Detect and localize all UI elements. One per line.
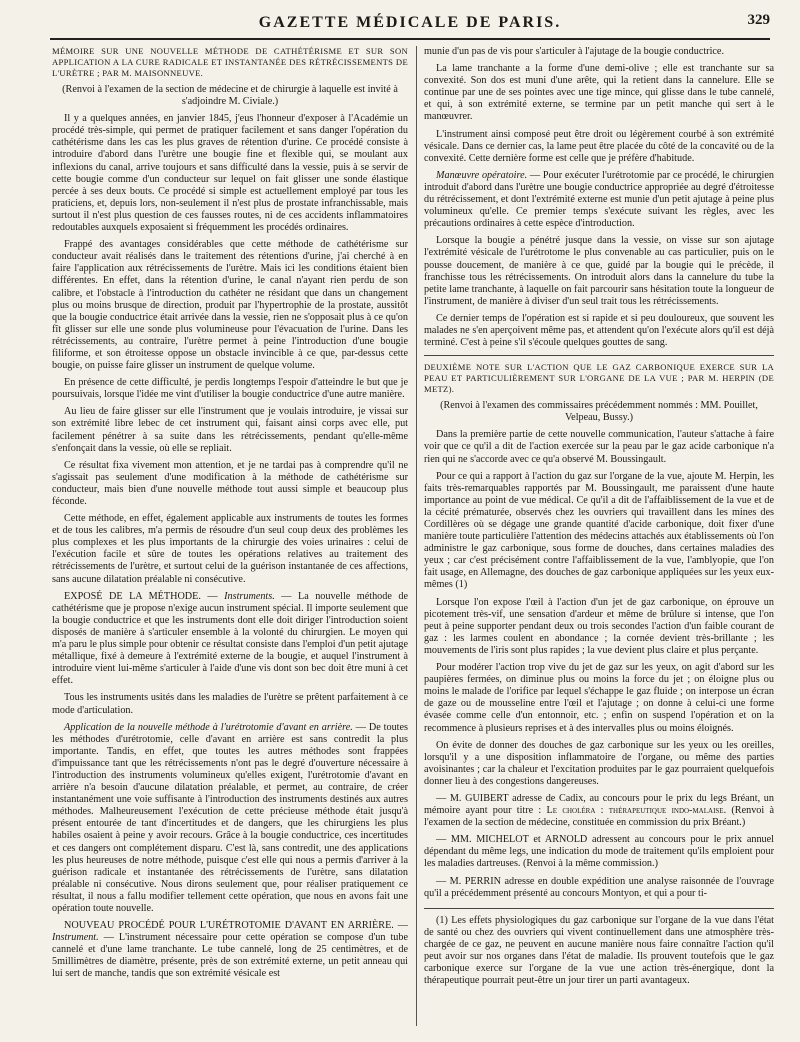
paragraph: La lame tranchante a la forme d'une demi-olive ; elle est tranchante sur sa convexité. Son dos est muni d'une arête, qui la retient dans la cannelure. Elle se continue par une de ses pointes avec une tige mince, qui glisse dans le tube cannelé, et qui, à son extrémité externe, se termine par un petit manche qui sert à le manœuvrer. xyxy=(424,63,774,123)
section-subtitle: Instrument. xyxy=(52,932,99,944)
paragraph: Lorsque l'on expose l'œil à l'action d'un jet de gaz carbonique, on éprouve un picotement très-vif, une sensation d'ardeur et même de brûlure si intense, que l'on peut à peine supporter pendant deux ou trois secondes l'action d'un faible courant de gaz : les larmes coulent en abondance ; la cornée devient très-brillante ; les mouvements de l'iris sont plus rapides ; la vue devient plus claire et plus perçante. xyxy=(424,596,774,656)
article-title-herpin: DEUXIÈME NOTE SUR L'ACTION QUE LE GAZ CARBONIQUE EXERCE SUR LA PEAU ET PARTICULIÈREMENT SUR L'ORGANE DE LA VUE ; PAR M. HERPIN (DE METZ). xyxy=(424,362,774,395)
section-lead: NOUVEAU PROCÉDÉ POUR L'URÉTROTOMIE D'AVANT EN ARRIÈRE. — xyxy=(64,920,408,932)
paragraph-text: (Renvoi à l'examen de la section de médecine, constituée en commission du prix Bréant.) xyxy=(424,805,774,829)
section-separator xyxy=(424,355,774,356)
memoir-title: Le choléra : thérapeutique indo-malaise. xyxy=(546,805,727,817)
paragraph-text: — M. GUIBERT adresse de Cadix, au concours pour le prix du legs Bréant, un mémoire ayant pour titre : xyxy=(424,792,774,817)
paragraph-text: — De toutes les méthodes d'urétrotomie, celle d'avant en arrière est sans contredit la plus importante. Tandis, en effet, que toutes les autres méthodes sont frappées d'impuissance tant que les rétrécissements n'ont pas le degré d'ouverture nécessaire à l'introduction des instruments volumineux qu'elles exigent, l'urétrotomie d'avant en arrière n'a besoin d'aucune dilatation préalable, et permet, au contraire, de créer instantanément une voie suffisante à l'introduction des instruments destinés aux autres méthodes. Malheureusement l'exécution de cette précieuse méthode était jusqu'à présent entourée de tant d'incertitudes et de dangers, que les chirurgiens les plus habiles osaient à peine y avoir recours. Grâce à la bougie conductrice, ces incertitudes et ces dangers ont complétement disparu. C'est là, sans contredit, une des applications les plus heureuses de notre méthode, puisque c'est elle qui nous a permis d'arriver à la guérison radicale et instantanée des rétrécissements de l'urètre, sans dilatation préalable ni consécutive. Nous dirons seulement que, pour réaliser pratiquement ce résultat, il nous a fallu modifier tellement cette opération, que nous en avons fait une opération toute nouvelle. xyxy=(52,721,408,914)
referral-note: (Renvoi à l'examen de la section de médecine et de chirurgie à laquelle est invité à s'adjoindre M. Civiale.) xyxy=(62,84,398,108)
section-subtitle: Manœuvre opératoire. xyxy=(436,169,528,181)
section-subtitle: Application de la nouvelle méthode à l'urétrotomie d'avant en arrière. xyxy=(64,721,353,733)
paragraph: Cette méthode, en effet, également applicable aux instruments de toutes les formes et de tous les calibres, m'a permis de résoudre d'un seul coup deux des problèmes les plus complexes et les plus importants de la chirurgie des voies urinaires : celui de l'exécution facile et sûre de toutes les opérations relatives au traitement des rétrécissements de l'urètre, et surtout celui de la guérison instantanée de ces affections, sans aucune dilatation préalable ni consécutive. xyxy=(52,513,408,585)
page-number: 329 xyxy=(747,12,770,28)
paragraph: Au lieu de faire glisser sur elle l'instrument que je voulais introduire, je vissai sur son extrémité libre lebec de cet instrument qui, faisant ainsi corps avec elle, put facilement pénétrer à sa suite dans les rétrécissements, pendant qu'elle-même s'enfonçait dans la vessie, où elle se repliait. xyxy=(52,406,408,454)
paragraph: L'instrument ainsi composé peut être droit ou légèrement courbé à son extrémité vésicale. Dans ce dernier cas, la lame peut être placée du côté de la concavité ou de la convexité. Cette dernière forme est celle que je préfère d'habitude. xyxy=(424,128,774,164)
paragraph: Tous les instruments usités dans les maladies de l'urètre se prêtent parfaitement à ce mode d'articulation. xyxy=(52,692,408,716)
journal-title: GAZETTE MÉDICALE DE PARIS. xyxy=(258,14,562,31)
column-divider xyxy=(416,46,417,1026)
paragraph xyxy=(52,920,408,980)
paragraph: Lorsque la bougie a pénétré jusque dans la vessie, on visse sur son ajutage l'extrémité vésicale de l'urétrotome le plus convenable au cas particulier, puis on le pousse doucement, de manière à ce que, guidé par la bougie qui le précède, il franchisse tous les rétrécissements. On introduit alors dans la cannelure du tube la petite lame tranchante, à laquelle on fait parcourir sans hésitation toute la longueur de l'instrument, de manière à diviser d'un seul trait tous les rétrécissements. xyxy=(424,235,774,307)
paragraph: Pour modérer l'action trop vive du jet de gaz sur les yeux, on agit d'abord sur les paupières fermées, on diminue plus ou moins la force du jet ; on éloigne plus ou moins le malade de l'orifice par lequel s'échappe le gaz fluide ; on interpose un écran de gaze ou de mousseline entre l'œil et l'ajutage ; on donne à celui-ci une forme évasée comme celle d'un entonnoir, etc. ; enfin on suspend l'opération et on la recommence à plusieurs reprises et à des intervalles plus ou moins éloignés. xyxy=(424,662,774,734)
paragraph: Pour ce qui a rapport à l'action du gaz sur l'organe de la vue, ajoute M. Herpin, les faits très-remarquables rapportés par M. Boussingault, me paraissent d'une haute importance au point de vue médical. Ce qu'il a dit de l'affaiblissement de la vue et de la cécité prématurée, observés chez les ouvriers qui travaillent dans les mines des Cordillères où se dégage une grande quantité d'acide carbonique, doit fixer d'une manière toute particulière l'attention des médecins attachés aux établissements où l'on administre le gaz carbonique, sous forme de douches, dans certaines maladies des yeux ; car c'est précisément contre l'affaiblissement de la vue, l'amblyopie, que l'on fait usage, en Allemagne, des douches de gaz carbonique appliquées sur les yeux eux-mêmes (1) xyxy=(424,470,774,591)
paragraph-text: — La nouvelle méthode de cathétérisme que je propose n'exige aucun instrument spécial. Il importe seulement que la bougie conductrice et que les instruments dont elle doit diriger l'introduction soient disposés de manière à s'articuler ensemble à la volonté du chirurgien. Le moyen qui m'a paru le plus simple pour obtenir ce résultat consiste dans l'emploi d'un petit ajutage métallique, fixé à demeure à l'extrémité externe de la bougie, et auquel l'instrument à introduire vient lui-même s'articuler à l'aide d'une vis dont son bec doit être muni à cet effet. xyxy=(52,590,408,687)
page-header xyxy=(50,10,770,40)
paragraph xyxy=(424,170,774,230)
paragraph-text: — L'instrument nécessaire pour cette opération se compose d'un tube cannelé et d'une lame tranchante. Le tube cannelé, long de 25 centimètres, et de 5millimètres de diamètre, présente, près de son extrémité externe, un petit anneau qui lui sert de manche, tandis que son extrémité vésicale est xyxy=(52,932,408,980)
paragraph: Frappé des avantages considérables que cette méthode de cathétérisme sur conducteur avait réalisés dans le traitement des rétentions d'urine, j'ai cherché à en faire l'application aux rétrécissements de l'urètre. Mais ici les conditions étaient bien différentes. En effet, dans la rétention d'urine, le canal n'ayant rien perdu de son calibre, et l'obstacle à l'introduction du cathéter ne résidant que dans un changement plus ou moins brusque de direction, produit par l'hypertrophie de la prostate, aussitôt que la bougie conductrice était arrivée dans la vessie, rien ne s'opposait plus à ce qu'on fît glisser sur elle une sonde plus volumineuse pour l'évacuation de l'urine. Dans les rétrécissements, au contraire, l'urètre permet à peine l'introduction d'une bougie filiforme, et son étroitesse oppose un obstacle invincible à ce que, par-dessus cette bougie, on puisse faire glisser un instrument de quelque volume. xyxy=(52,239,408,372)
paragraph: On évite de donner des douches de gaz carbonique sur les yeux ou les oreilles, lorsqu'il y a une disposition inflammatoire de l'organe, ou même des parties avoisinantes ; car la chaleur et l'excitation produites par le gaz pourraient quelquefois donner lieu à des congestions dangereuses. xyxy=(424,739,774,787)
paragraph: munie d'un pas de vis pour s'articuler à l'ajutage de la bougie conductrice. xyxy=(424,46,724,57)
left-column xyxy=(52,46,408,1026)
paragraph xyxy=(52,722,408,916)
paragraph: — M. PERRIN adresse en double expédition une analyse raisonnée de l'ouvrage qu'il a précédemment présenté au concours Montyon, et qui a pour ti- xyxy=(424,875,774,899)
paragraph: Il y a quelques années, en janvier 1845, j'eus l'honneur d'exposer à l'Académie un procédé très-simple, qui permet de pratiquer facilement et sans danger l'opération du cathétérisme dans les cas les plus graves de rétention d'urine. Ce procédé consiste à introduire d'abord dans l'urètre une bougie fine et flexible qui, se moulant aux inflexions du canal, arrive toujours et sans difficulté dans la vessie, puis à se servir de cette bougie comme d'un conducteur sur lequel on fait glisser une sonde élastique percée à ses deux bouts. Ce procédé si simple est actuellement employé par tous les praticiens, et, depuis lors, non-seulement il n'est plus de prostate infranchissable, mais surtout il n'est plus question de ces fausses routes, ni de ces accidents inflammatoires redoutables auxquels exposaient si fréquemment les procédés ordinaires. xyxy=(52,113,408,234)
paragraph: Dans la première partie de cette nouvelle communication, l'auteur s'attache à faire voir que ce qu'il a dit de l'action exercée sur la peau par le gaz acide carbonique n'a rien qui ne s'accorde avec ce qu'a observé M. Boussingault. xyxy=(424,429,774,465)
referral-note: (Renvoi à l'examen des commissaires précédemment nommés : MM. Pouillet, Velpeau, Bussy.) xyxy=(440,400,758,424)
article-title-maisonneuve: MÉMOIRE SUR UNE NOUVELLE MÉTHODE DE CATHÉTÉRISME ET SUR SON APPLICATION A LA CURE RADICALE ET INSTANTANÉE DES RÉTRÉCISSEMENTS DE L'URÈTRE ; PAR M. MAISONNEUVE. xyxy=(52,46,408,78)
footnote-rule xyxy=(424,908,774,909)
footnote: (1) Les effets physiologiques du gaz carbonique sur l'organe de la vue dans l'état de santé ou chez des ouvriers qui vivent continuellement dans une atmosphère très-chargée de ce gaz, ne peuvent en aucune manière nous faire connaître l'action qu'il peut avoir sur nos organes dans l'état de maladie. Ils prouvent toutefois que le gaz carbonique exerce sur l'organe de la vue une action très-énergique, dont la thérapeutique pourrait peut-être un jour tirer un parti avantageux. xyxy=(424,914,774,987)
paragraph-text: — Pour exécuter l'urétrotomie par ce procédé, le chirurgien introduit d'abord dans l'urètre une bougie conductrice appropriée au degré d'étroitesse du rétrécissement, et dont l'extrémité externe est munie d'un petit ajutage à peine plus volumineux qu'elle. Ce premier temps s'exécute suivant les règles, avec les précautions ordinaires à cette espèce d'introduction. xyxy=(424,169,774,230)
section-subtitle: Instruments. xyxy=(224,590,275,602)
section-lead: EXPOSÉ DE LA MÉTHODE. — xyxy=(64,590,225,602)
paragraph: Ce dernier temps de l'opération est si rapide et si peu douloureux, que souvent les malades ne s'en aperçoivent même pas, et attendent qu'on l'exécute alors qu'il est déjà terminé. C'est à peine s'il s'écoule quelques gouttes de sang. xyxy=(424,312,774,349)
paragraph: En présence de cette difficulté, je perdis longtemps l'espoir d'atteindre le but que je poursuivais, lorsque l'idée me vint d'utiliser la bougie conductrice d'une autre manière. xyxy=(52,377,408,401)
paragraph xyxy=(424,793,774,829)
paragraph: — MM. MICHELOT et ARNOLD adressent au concours pour le prix annuel dépendant du même legs, une indication du mode de traitement qu'ils emploient pour les maladies dartreuses. (Renvoi à la même commission.) xyxy=(424,834,774,870)
paragraph xyxy=(52,591,408,688)
paragraph: Ce résultat fixa vivement mon attention, et je ne tardai pas à comprendre qu'il ne s'agissait pas seulement d'une modification à la méthode de cathétérisme sur conducteur, mais bien d'une nouvelle méthode tout aussi simple et beaucoup plus féconde. xyxy=(52,459,408,507)
right-column xyxy=(424,46,774,1026)
